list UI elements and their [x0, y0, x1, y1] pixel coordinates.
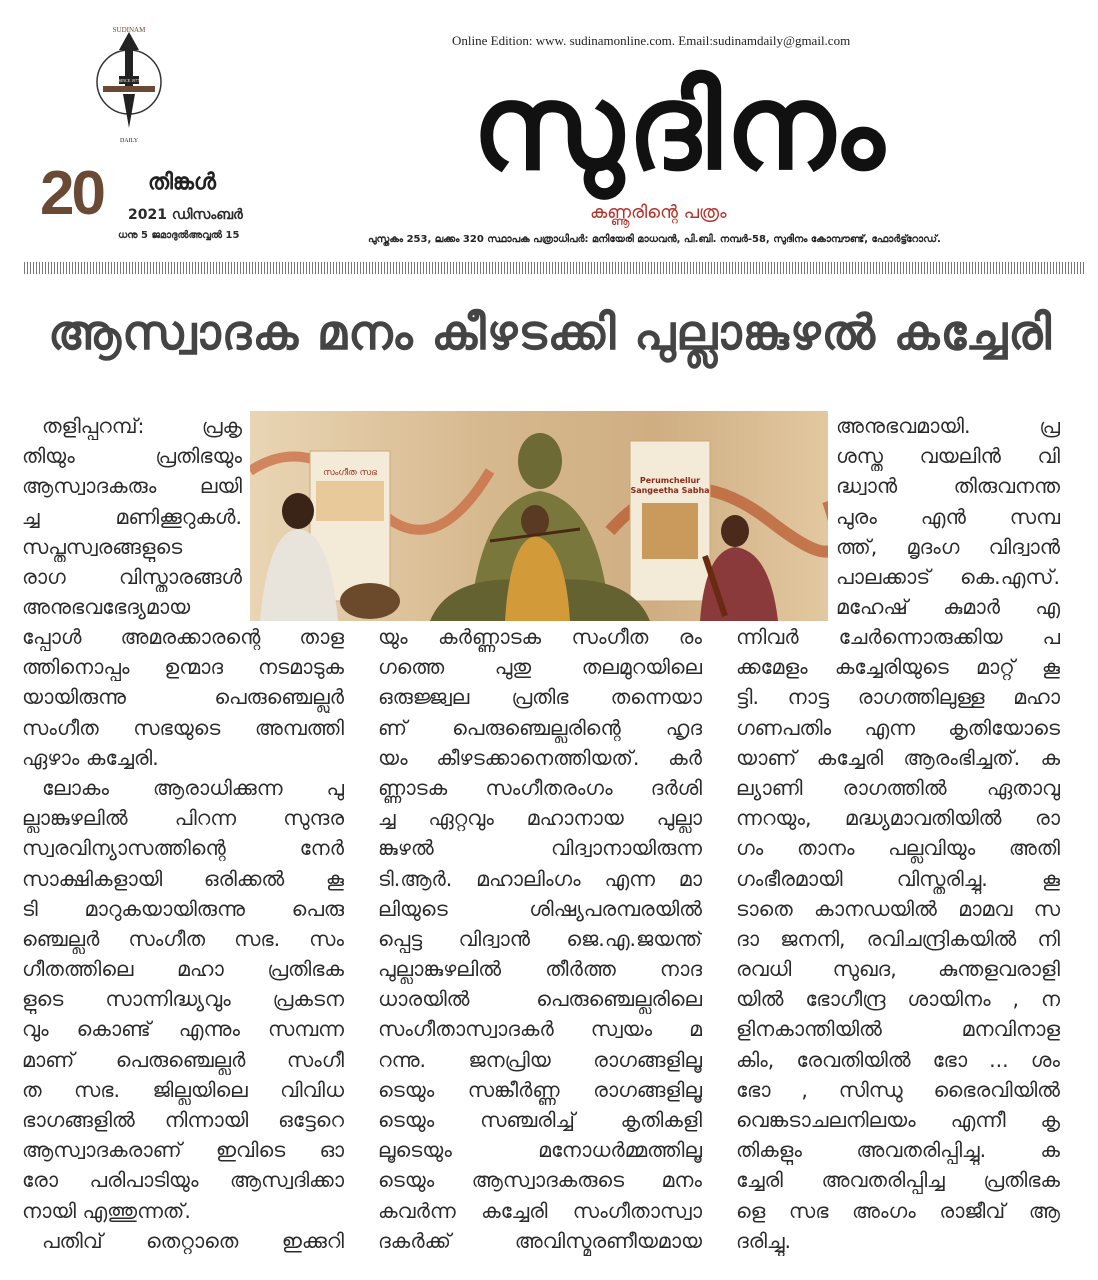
article-text-line: ണ്ണാടക സംഗീതരംഗം ദർശി	[378, 775, 702, 800]
article-text-line: ച്ച ഏറ്റവും മഹാനായ പുല്ലാ	[378, 806, 702, 831]
article-text-line: ണ് പെരുഞ്ചെല്ലൂരിന്റെ ഹൃദ	[378, 715, 702, 740]
article-text-line: യം കീഴടക്കാനെത്തിയത്. കർ	[378, 745, 702, 770]
article-text-line: ങ്കുഴൽ വിദ്വാനായിരുന്ന	[378, 836, 702, 861]
weekday: തിങ്കൾ	[148, 170, 216, 195]
article-text-line: നായി എത്തുന്നത്.	[22, 1198, 191, 1223]
article-text-line: ഗത്തെ പുതു തലമുറയിലെ	[378, 655, 702, 680]
article-text-line: ആസ്വാദകരാണ് ഇവിടെ ഓ	[22, 1138, 344, 1163]
article-text-line: വും കൊണ്ട് എന്നും സമ്പന്ന	[22, 1017, 344, 1042]
article-text-line: ന്നറയും, മദ്ധ്യമാവതിയിൽ രാ	[736, 806, 1060, 831]
article-text-line: മഹേഷ് കുമാർ എ	[836, 595, 1060, 620]
article-text-line: സംഗീതാസ്വാദകർ സ്വയം മ	[378, 1017, 702, 1042]
article-text-line: ടാതെ കാനഡയിൽ മാമവ സ	[736, 896, 1060, 921]
article-text-line: യിൽ ഭോഗീന്ദ്ര ശായിനം , ന	[736, 987, 1060, 1012]
article-text-line: അനുഭവഭേദ്യമായ	[22, 595, 191, 620]
article-text-line: തികളും അവതരിപ്പിച്ചു. ക	[736, 1138, 1060, 1163]
article-text-line: ആസ്വാദകരും ലയി	[22, 474, 242, 499]
date-line: 2021 ഡിസംബർ	[128, 207, 243, 223]
article-text-line: ഞ്ചെല്ലൂർ സംഗീത സഭ. സം	[22, 926, 344, 951]
article-text-line: പ്പോൾ അമരക്കാരന്റെ താള	[22, 625, 344, 649]
article-text-line: പുല്ലാങ്കുഴലിൽ തീർത്ത നാദ	[378, 957, 702, 982]
article-text-line: തിയും പ്രതിഭയും	[22, 444, 242, 469]
article-column-3	[736, 622, 1060, 1256]
article-text-line: ഗീതത്തിലെ മഹാ പ്രതിഭക	[22, 957, 344, 982]
article-text-line: കവർന്ന കച്ചേരി സംഗീതാസ്വാ	[378, 1198, 702, 1223]
imprint-line: പുസ്തകം 253, ലക്കം 320 സ്ഥാപക പത്രാധിപർ: മനിയേരി മാധവൻ, പി.ബി. നമ്പർ-58, സുദിനം കോമ്പൗണ്ട്, ഫോർട്ട്റോഡ്.	[368, 234, 941, 245]
article-text-line: ലൂടെയും മനോധർമ്മത്തിലൂ	[378, 1138, 702, 1163]
article-text-line: ഗംഭീരമായി വിസ്തരിച്ചു. കൂ	[736, 866, 1060, 891]
article-text-line: രോ പരിപാടിയും ആസ്വദിക്കാ	[22, 1168, 344, 1193]
calendar-line: ധനു 5 ജമാദുൽഅവ്വൽ 15	[118, 230, 240, 241]
article-text-line: പതിവ് തെറ്റാതെ ഇക്കുറി	[42, 1228, 344, 1253]
article-text-line: ഗണപതിം എന്ന കൃതിയോടെ	[736, 715, 1060, 740]
article-text-line: പുരം എൻ സമ്പ	[836, 504, 1060, 529]
article-text-line: ത്തിനൊപ്പം ഉന്മാദ നടമാടുക	[22, 655, 344, 680]
article-text-line: ളിനകാന്തിയിൽ മനവിനാള	[736, 1017, 1060, 1042]
article-text-line: ട്ടി. നാട്ട രാഗത്തിലുള്ള മഹാ	[736, 685, 1060, 710]
article-text-line: ധാരയിൽ പെരുഞ്ചെല്ലൂരിലെ	[378, 987, 702, 1012]
article-text-line: യാണ് കച്ചേരി ആരംഭിച്ചത്. ക	[736, 745, 1060, 770]
banner-left-text: സംഗീത സഭ	[323, 468, 377, 478]
article-text-line: സ്വരവിന്യാസത്തിന്റെ നേർ	[22, 836, 344, 861]
article-text-line: യും കർണ്ണാടക സംഗീത രം	[378, 625, 702, 649]
article-text-line: തളിപ്പറമ്പ്: പ്രകൃ	[42, 414, 242, 438]
article-text-line: ദകർക്ക് അവിസ്മരണീയമായ	[378, 1228, 702, 1253]
banner-right-line1: Perumchellur	[639, 476, 701, 485]
article-text-line: ഗം താനം പല്ലവിയും അതി	[736, 836, 1060, 861]
article-text-line: ലിയുടെ ശിഷ്യപരമ്പരയിൽ	[378, 896, 702, 921]
article-text-line: ല്യാണി രാഗത്തിൽ ഏതാവു	[736, 775, 1060, 800]
article-text-line: വെങ്കടാചലനിലയം എന്നീ കൃ	[736, 1108, 1060, 1132]
article-text-line: ഭാഗങ്ങളിൽ നിന്നായി ഒട്ടേറെ	[22, 1108, 344, 1132]
newspaper-title: സുദിനം	[471, 58, 889, 196]
article-text-line: ച്ച മണിക്കൂറുകൾ.	[22, 504, 242, 529]
article-text-line: മാണ് പെരുഞ്ചെല്ലൂർ സംഗീ	[22, 1047, 344, 1072]
article-text-line: പ്പെട്ട വിദ്വാൻ ജെ.എ.ജയന്ത്	[378, 926, 702, 951]
article-text-line: ടെയും ആസ്വാദകരുടെ മനം	[378, 1168, 702, 1193]
article-text-line: ടെയും സഞ്ചരിച്ച് കൃതികളി	[378, 1108, 702, 1132]
article-text-line: ശസ്ത വയലിൻ വി	[836, 444, 1060, 469]
article-text-line: ളെ സഭ അംഗം രാജീവ് ആ	[736, 1198, 1060, 1223]
article-photo	[250, 411, 828, 621]
online-edition-info: Online Edition: www. sudinamonline.com. Email:sudinamdaily@gmail.com	[452, 33, 851, 48]
article-text-line: രാഗ വിസ്താരങ്ങൾ	[22, 564, 242, 589]
article-text-line: ടി.ആർ. മഹാലിംഗം എന്ന മാ	[378, 866, 702, 891]
svg-text:DAILY: DAILY	[119, 138, 139, 144]
article-text-line: ഭോ , സിന്ധു ഭൈരവിയിൽ	[736, 1077, 1060, 1102]
article-text-line: ന്നിവർ ചേർന്നൊരുക്കിയ പ	[736, 625, 1060, 649]
article-text-line: ടി മാറുകയായിരുന്നു പെരു	[22, 896, 344, 921]
article-text-line: പാലക്കാട് കെ.എസ്.	[836, 564, 1060, 589]
article-text-line: അനുഭവമായി. പ്ര	[836, 414, 1060, 438]
article-text-line: ക്കമേളം കച്ചേരിയുടെ മാറ്റ് കൂ	[736, 655, 1060, 680]
article-text-line: ദരിച്ചു.	[736, 1228, 792, 1253]
article-column-2	[378, 622, 702, 1256]
article-text-line: രവധി സുഖദ, കുന്തളവരാളി	[736, 957, 1060, 982]
article-column-3-top	[836, 411, 1060, 622]
article-text-line: ഏഴാം കച്ചേരി.	[22, 745, 159, 770]
article-text-line: ത്ത്, മൃദംഗ വിദ്വാൻ	[836, 534, 1060, 559]
article-text-line: സംഗീത സഭയുടെ അമ്പത്തി	[22, 715, 344, 740]
date-day: 20	[40, 159, 103, 228]
article-text-line: ത സഭ. ജില്ലയിലെ വിവിധ	[22, 1077, 344, 1102]
masthead-divider	[24, 262, 1086, 274]
tagline: കണ്ണൂരിന്റെ പത്രം	[590, 202, 727, 223]
concert-photo-illustration	[250, 411, 828, 621]
svg-text:SINCE 1977: SINCE 1977	[118, 78, 140, 83]
article-text-line: ദാ ജനനി, രവിചന്ദ്രികയിൽ നി	[736, 926, 1060, 951]
article-column-1	[22, 622, 344, 1256]
article-text-line: യായിരുന്നു പെരുഞ്ചെല്ലൂർ	[22, 685, 344, 710]
article-headline: ആസ്വാദക മനം കീഴടക്കി പുല്ലാങ്കുഴൽ കച്ചേരി	[47, 305, 1053, 361]
article-text-line: സാക്ഷികളായി ഒരിക്കൽ കൂ	[22, 866, 344, 891]
svg-text:SUDINAM: SUDINAM	[112, 26, 146, 34]
article-text-line: സപ്തസ്വരങ്ങളുടെ	[22, 534, 183, 559]
article-text-line: ച്ചേരി അവതരിപ്പിച്ച പ്രതിഭക	[736, 1168, 1060, 1193]
article-column-1-top	[22, 411, 242, 622]
article-text-line: റന്നു. ജനപ്രിയ രാഗങ്ങളിലൂ	[378, 1047, 702, 1072]
article-text-line: കിം, രേവതിയിൽ ഭോ ... ശം	[736, 1047, 1060, 1072]
article-text-line: ദ്ധ്വാൻ തിരുവനന്ത	[836, 474, 1060, 499]
article-text-line: ളുടെ സാന്നിദ്ധ്യവും പ്രകടന	[22, 987, 344, 1012]
article-text-line: ഒരുജ്ജ്വല പ്രതിഭ തന്നെയാ	[378, 685, 702, 710]
article-text-line: ടെയും സങ്കീർണ്ണ രാഗങ്ങളിലൂ	[378, 1077, 702, 1102]
article-text-line: ലോകം ആരാധിക്കുന്ന പു	[42, 775, 344, 800]
sudinam-logo	[95, 20, 163, 148]
banner-right-line2: Sangeetha Sabha	[630, 486, 710, 495]
article-text-line: ല്ലാങ്കുഴലിൽ പിറന്ന സുന്ദര	[22, 806, 344, 831]
